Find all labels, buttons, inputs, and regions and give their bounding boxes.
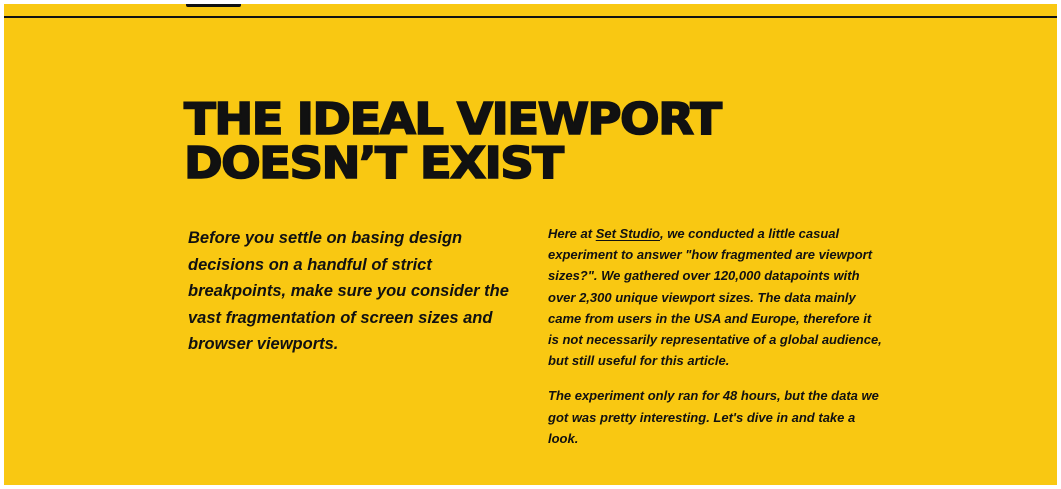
- page-title-line-2: DOESN’T EXIST: [184, 138, 563, 189]
- top-tab-marker: [186, 4, 241, 7]
- body-paragraph-1: [548, 223, 883, 371]
- set-studio-link[interactable]: Set Studio: [595, 226, 660, 241]
- paragraph-1-rest: , we conducted a little casual experiment to answer "how fragmented are viewport sizes?". We gathered over 120,000 datapoints with over 2,300 unique viewport sizes. The data mainly came from users in the USA and Europe, therefore it is not necessarily representative of a global audience, but still useful for this article.: [548, 226, 882, 369]
- article-hero-section: [4, 4, 1057, 485]
- top-divider: [4, 16, 1057, 18]
- paragraph-1-intro: Here at: [548, 226, 596, 241]
- article-lede: Before you settle on basing design decisions on a handful of strict breakpoints, make sure you consider the vast fragmentation of screen sizes and browser viewports.: [188, 229, 509, 353]
- page-title-line-1: THE IDEAL VIEWPORT: [184, 94, 721, 145]
- body-paragraph-2: The experiment only ran for 48 hours, but the data we got was pretty interesting. Let's dive in and take a look.: [548, 388, 879, 446]
- article-body: [548, 223, 883, 463]
- page-title: [184, 94, 841, 189]
